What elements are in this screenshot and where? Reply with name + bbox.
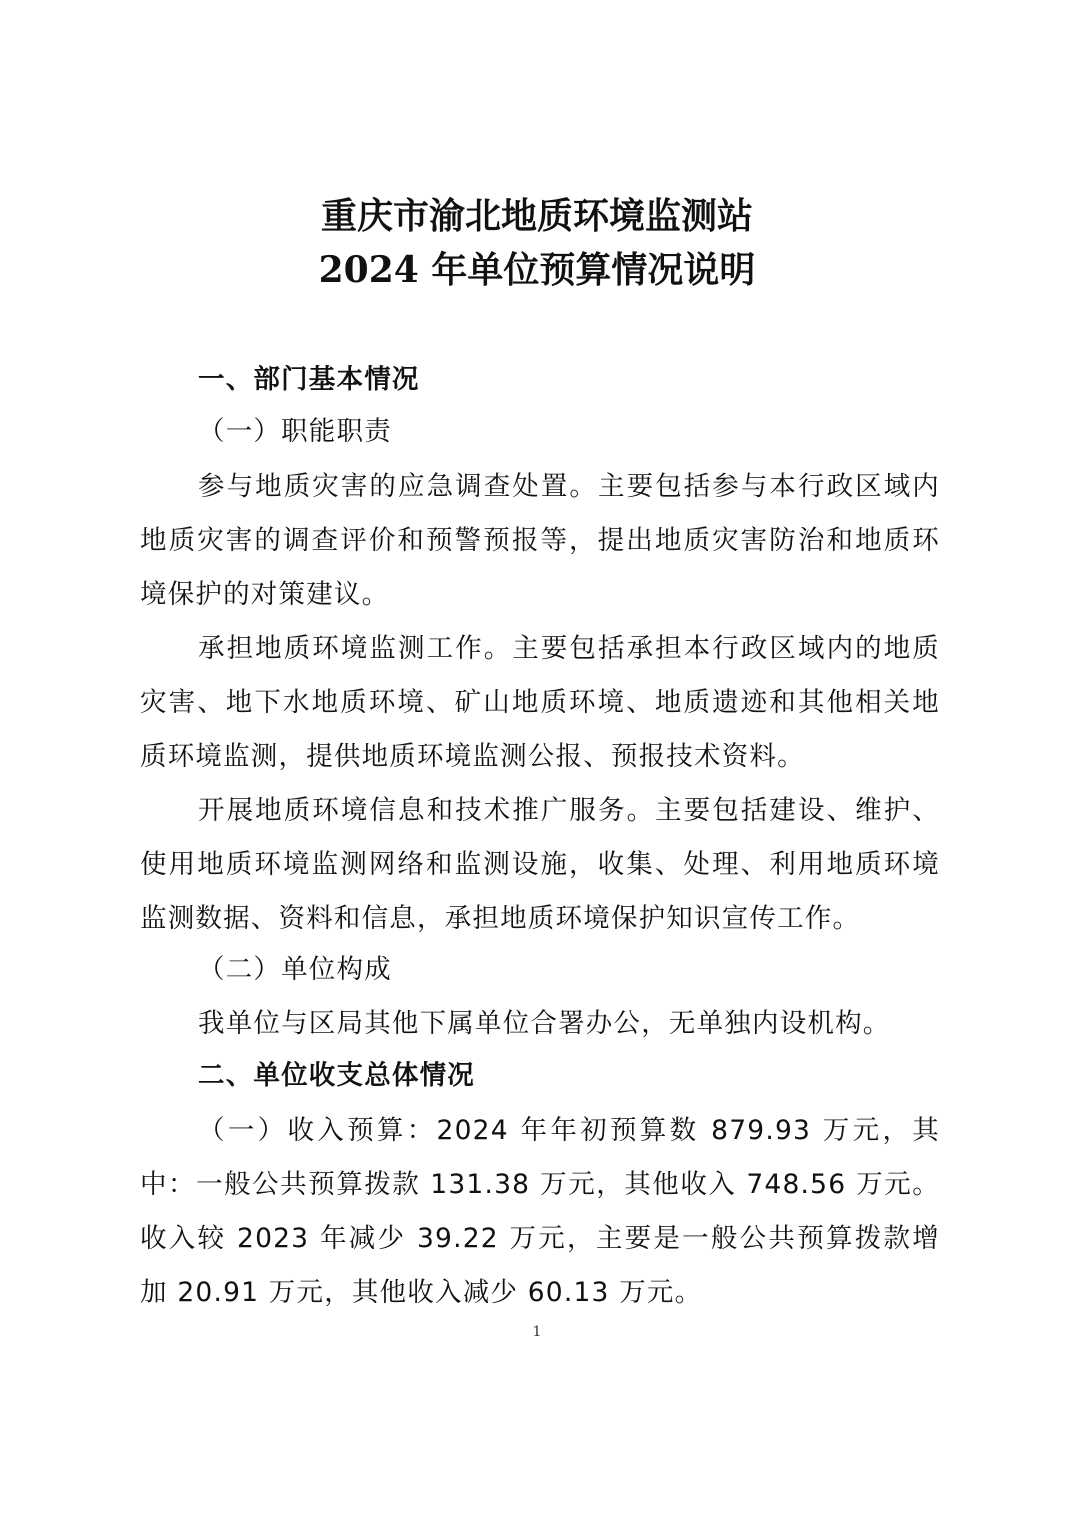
document-title-line-1: 重庆市渝北地质环境监测站 [320, 195, 753, 237]
paragraph-duties-1: 参与地质灾害的应急调查处置。主要包括参与本行政区域内地质灾害的调查评价和预警预报等，提出地质灾害防治和地质环境保护的对策建议。 [140, 471, 940, 610]
section-2-heading: 二、单位收支总体情况 [198, 1060, 475, 1091]
paragraph-structure: 我单位与区局其他下属单位合署办公，无单独内设机构。 [198, 1008, 891, 1039]
paragraph-duties-2: 承担地质环境监测工作。主要包括承担本行政区域内的地质灾害、地下水地质环境、矿山地质环境、地质遗迹和其他相关地质环境监测，提供地质环境监测公报、预报技术资料。 [140, 633, 940, 772]
section-1-heading: 一、部门基本情况 [198, 364, 420, 395]
document-title-line-2: 2024 年单位预算情况说明 [318, 249, 756, 291]
page-number: 1 [532, 1324, 542, 1340]
subsection-1-heading: （一）职能职责 [198, 416, 392, 447]
paragraph-duties-3: 开展地质环境信息和技术推广服务。主要包括建设、维护、使用地质环境监测网络和监测设施，收集、处理、利用地质环境监测数据、资料和信息，承担地质环境保护知识宣传工作。 [140, 795, 940, 934]
paragraph-income-budget: （一）收入预算：2024 年年初预算数 879.93 万元，其中：一般公共预算拨款 131.38 万元，其他收入 748.56 万元。收入较 2023 年减少 39.22 万元，主要是一般公共预算拨款增加 20.91 万元，其他收入减少 60.13 万元。 [140, 1115, 940, 1308]
subsection-2-heading: （二）单位构成 [198, 954, 392, 985]
